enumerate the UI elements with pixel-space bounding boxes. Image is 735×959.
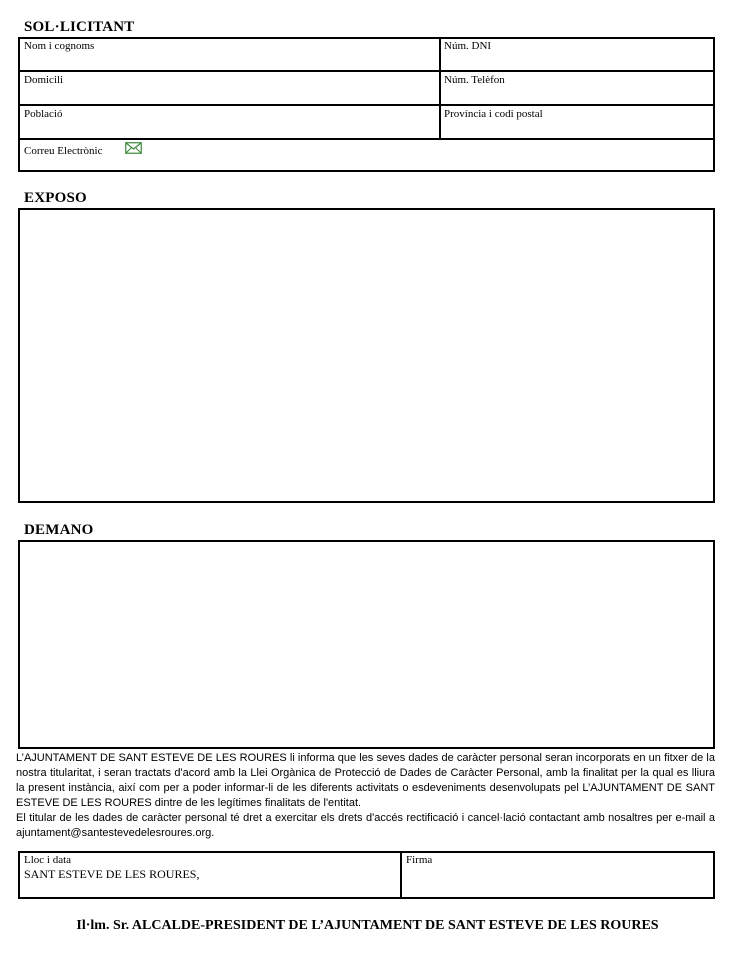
domicili-field-label[interactable]: Domicili	[24, 74, 64, 86]
exposo-title: EXPOSO	[24, 190, 87, 206]
firma-label[interactable]: Firma	[406, 854, 433, 866]
correu-field-label[interactable]: Correu Electrònic	[24, 145, 103, 157]
divider	[18, 104, 715, 106]
telefon-field-label[interactable]: Núm. Telèfon	[444, 74, 505, 86]
lloc-data-value[interactable]: SANT ESTEVE DE LES ROURES,	[24, 867, 200, 881]
solicitant-title: SOL·LICITANT	[24, 19, 135, 35]
column-divider	[439, 37, 441, 140]
nom-field-label[interactable]: Nom i cognoms	[24, 40, 95, 52]
poblacio-field-label[interactable]: Població	[24, 108, 63, 120]
privacy-paragraph-1: L’AJUNTAMENT DE SANT ESTEVE DE LES ROURES li informa que les seves dades de caràcter personal seran incorporats en un fitxer de la nostra titularitat, i seran tractats d'acord amb la Llei Orgànica de Protecció de Dades de Caràcter Personal, amb la finalitat per la qual es lliura la present instància, així com per a poder informar-li de les diferents activitats o esdeveniments desenvolupats pel L’AJUNTAMENT DE SANT ESTEVE DE LES ROURES dintre de les legítimes finalitats de l'entitat.	[16, 752, 715, 809]
dni-field-label[interactable]: Núm. DNI	[444, 40, 492, 52]
privacy-notice	[16, 751, 715, 841]
demano-title: DEMANO	[24, 522, 94, 538]
exposo-textarea[interactable]	[18, 208, 715, 503]
lloc-data-label: Lloc i data	[24, 854, 72, 866]
demano-textarea[interactable]	[18, 540, 715, 749]
divider	[18, 138, 715, 140]
envelope-icon	[125, 142, 142, 154]
privacy-paragraph-2: El titular de les dades de caràcter personal té dret a exercitar els drets d'accés rectificació i cancel·lació contactant amb nosaltres per e-mail a ajuntament@santestevedelesroures.org.	[16, 812, 715, 839]
addressee-footer: Il·lm. Sr. ALCALDE-PRESIDENT DE L’AJUNTAMENT DE SANT ESTEVE DE LES ROURES	[76, 918, 659, 933]
provincia-field-label[interactable]: Província i codi postal	[444, 108, 543, 120]
divider	[18, 70, 715, 72]
column-divider	[400, 851, 402, 899]
